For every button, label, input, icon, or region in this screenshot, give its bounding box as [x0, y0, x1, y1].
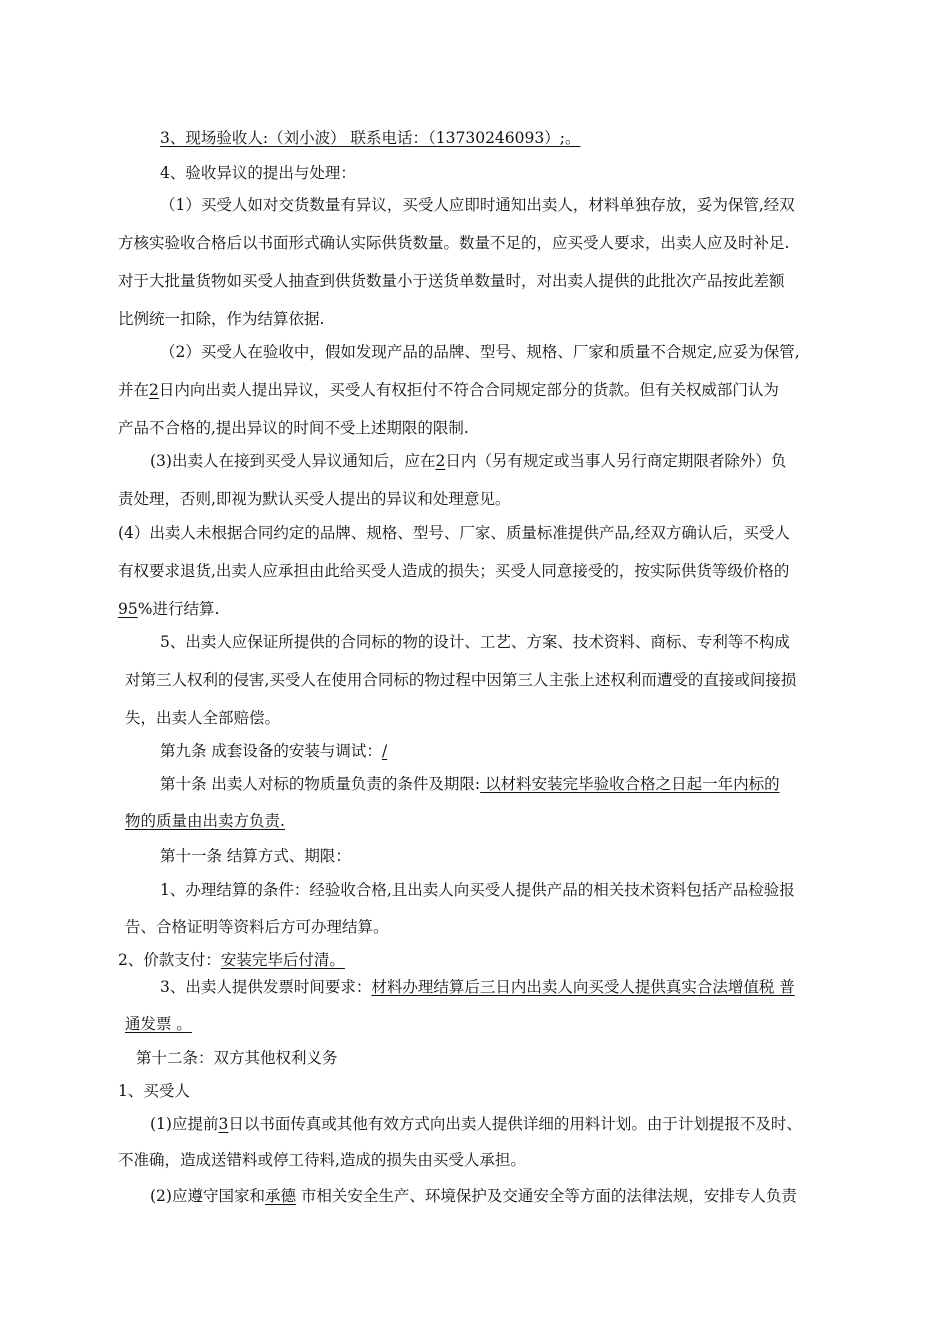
inspector-line: 3、现场验收人:（刘小波） 联系电话：（13730246093）;。	[160, 129, 581, 147]
advance-days-field: 3	[218, 1115, 229, 1133]
buyer-item2-line1	[150, 1186, 797, 1206]
text-fragment: 市相关安全生产、环境保护及交通安全等方面的法律法规，安排专人负责	[295, 1187, 797, 1205]
article10-line2: 物的质量由出卖方负责.	[125, 812, 285, 830]
ip-clause-line1: 5、出卖人应保证所提供的合同标的物的设计、工艺、方案、技术资料、商标、专利等不构成	[160, 633, 790, 651]
invoice-line1	[160, 977, 795, 997]
city-field: 承德	[264, 1187, 296, 1205]
text-fragment: 日以书面传真或其他有效方式向出卖人提供详细的用料计划。由于计划提报不及时、	[228, 1115, 802, 1133]
handling-days-field: 2	[435, 452, 446, 470]
article11-heading: 第十一条 结算方式、期限：	[160, 847, 351, 865]
buyer-item1-line1	[150, 1114, 802, 1134]
article9-value: /	[381, 742, 388, 760]
objection-item1-line3: 对于大批量货物如买受人抽查到供货数量小于送货单数量时，对出卖人提供的此批次产品按此差额	[118, 272, 785, 290]
invoice-label: 3、出卖人提供发票时间要求：	[160, 978, 372, 996]
text-fragment: (2)应遵守国家和	[150, 1187, 265, 1205]
objection-heading: 4、验收异议的提出与处理：	[160, 164, 356, 182]
objection-item1-line1: （1）买受人如对交货数量有异议，买受人应即时通知出卖人，材料单独存放，妥为保管,经双	[160, 196, 795, 214]
objection-item4-line2: 有权要求退货,出卖人应承担由此给买受人造成的损失；买受人同意接受的，按实际供货等级价格的	[118, 562, 790, 580]
payment-line	[118, 950, 345, 970]
article12-heading: 第十二条：双方其他权利义务	[136, 1049, 338, 1067]
payment-value: 安装完毕后付清。	[220, 951, 345, 969]
text-fragment: 并在	[118, 381, 150, 399]
buyer-item1-line2: 不准确，造成送错料或停工待料,造成的损失由买受人承担。	[118, 1151, 526, 1169]
objection-days-field: 2	[149, 381, 159, 399]
objection-item3-line2: 责处理，否则,即视为默认买受人提出的异议和处理意见。	[118, 490, 511, 508]
settlement-item1-line1: 1、办理结算的条件：经验收合格,且出卖人向买受人提供产品的相关技术资料包括产品检验报	[160, 881, 795, 899]
payment-label: 2、价款支付：	[118, 951, 221, 969]
ip-clause-line2: 对第三人权利的侵害,买受人在使用合同标的物过程中因第三人主张上述权利而遭受的直接或间接损	[125, 671, 797, 689]
invoice-value: 材料办理结算后三日内出卖人向买受人提供真实合法增值税 普	[371, 978, 795, 996]
objection-item2-line2	[118, 380, 779, 400]
objection-item4-line3	[118, 599, 219, 619]
article9-line	[160, 741, 387, 761]
text-fragment: %进行结算.	[137, 600, 220, 618]
invoice-line2: 通发票 。	[125, 1015, 192, 1033]
settlement-item1-line2: 告、合格证明等资料后方可办理结算。	[125, 918, 389, 936]
text-fragment: (1)应提前	[150, 1115, 219, 1133]
price-percent-field: 95	[118, 600, 138, 618]
ip-clause-line3: 失，出卖人全部赔偿。	[125, 709, 281, 727]
text-fragment: 日内向出卖人提出异议，买受人有权拒付不符合合同规定部分的货款。但有关权威部门认为	[158, 381, 779, 399]
objection-item1-line4: 比例统一扣除，作为结算依据.	[118, 310, 325, 328]
text-fragment: 日内（另有规定或当事人另行商定期限者除外）负	[445, 452, 787, 470]
article10-line1	[160, 774, 780, 794]
article9-label: 第九条 成套设备的安装与调试：	[160, 742, 382, 760]
objection-item1-line2: 方核实验收合格后以书面形式确认实际供货数量。数量不足的，应买受人要求，出卖人应及时补足.	[118, 234, 790, 252]
objection-item2-line3: 产品不合格的,提出异议的时间不受上述期限的限制.	[118, 419, 469, 437]
text-fragment: (3)出卖人在接到买受人异议通知后，应在	[150, 452, 436, 470]
objection-item3-line1	[150, 451, 786, 471]
article10-value: 以材料安装完毕验收合格之日起一年内标的	[480, 775, 780, 793]
objection-item2-line1: （2）买受人在验收中，假如发现产品的品牌、型号、规格、厂家和质量不合规定,应妥为保管,	[160, 343, 800, 361]
buyer-heading: 1、买受人	[118, 1082, 190, 1100]
article10-label: 第十条 出卖人对标的物质量负责的条件及期限:	[160, 775, 481, 793]
objection-item4-line1: (4）出卖人未根据合同约定的品牌、规格、型号、厂家、质量标准提供产品,经双方确认后，买受人	[118, 524, 790, 542]
